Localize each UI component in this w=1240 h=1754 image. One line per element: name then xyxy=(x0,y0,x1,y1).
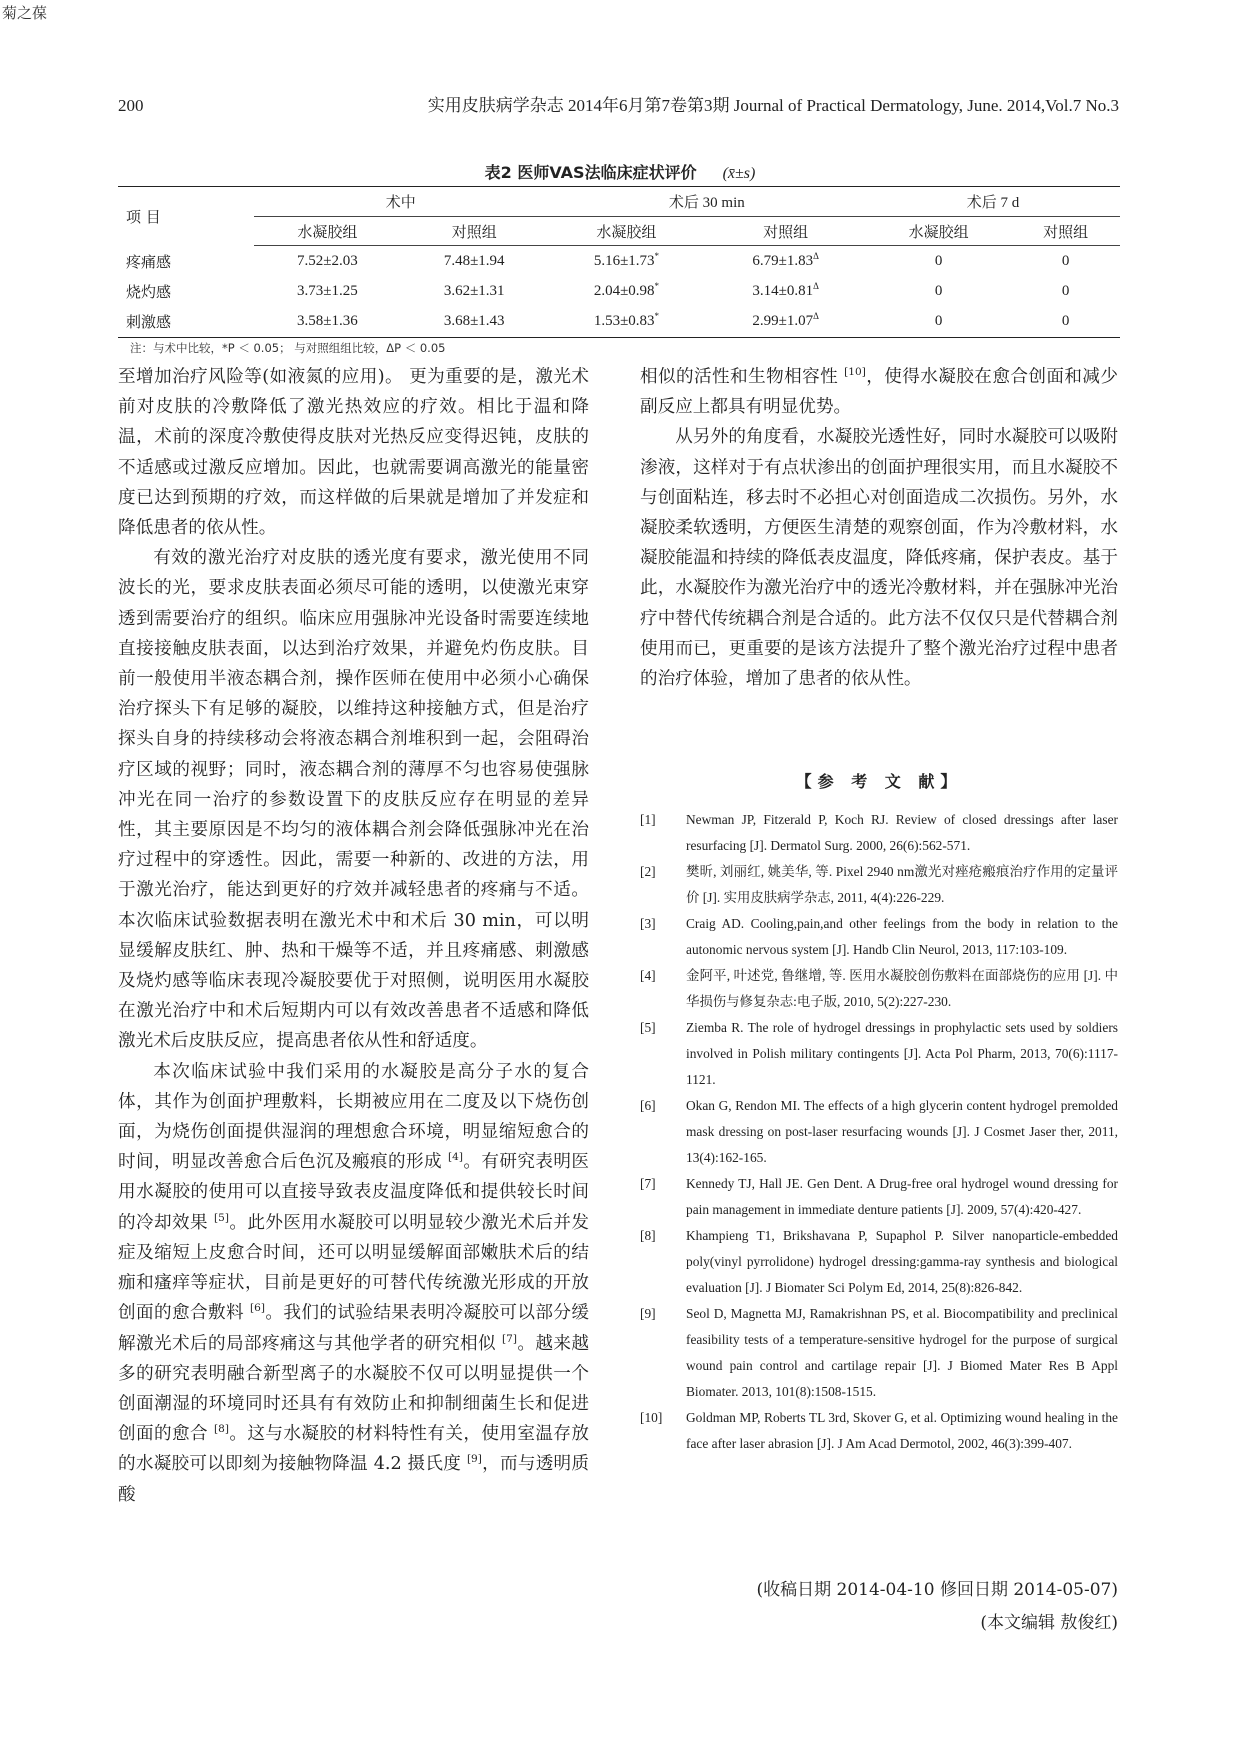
reference-text: Newman JP, Fitzerald P, Koch RJ. Review of closed dressings after laser resurfacing [J]. Dermatol Surg. 2000, 26(6):562-571. xyxy=(686,812,1118,853)
table-cell: 3.58±1.36 xyxy=(254,306,401,338)
reference-item xyxy=(640,1405,1118,1457)
reference-number: [2] xyxy=(640,864,656,879)
reference-text: Craig AD. Cooling,pain,and other feelings from the body in relation to the autonomic nervous system [J]. Handb Clin Neurol, 2013, 117:103-109. xyxy=(686,916,1118,957)
table-cell: 0 xyxy=(1011,306,1120,338)
paragraph-text: 。此外医用水凝胶可以明显较少激光术后并发症及缩短上皮愈合时间，还可以明显缓解面部嫩肤术后的结痂和瘙痒等症状，目前是更好的可替代传统激光形成的开放创面的愈合敷料 xyxy=(118,1212,589,1324)
table-header-row xyxy=(118,187,1120,217)
body-paragraph: 至增加治疗风险等(如液氮的应用)。 更为重要的是，激光术前对皮肤的冷敷降低了激光热效应的疗效。相比于温和降温，术前的深度冷敷使得皮肤对光热反应变得迟钝，皮肤的不适感或过激反应增加。因此，也就需要调高激光的能量密度已达到预期的疗效，而这样做的后果就是增加了并发症和降低患者的依从性。 xyxy=(118,367,589,539)
table-cell: 7.48±1.94 xyxy=(443,253,505,269)
reference-text: Seol D, Magnetta MJ, Ramakrishnan PS, et al. Biocompatibility and preclinical feasibility tests of a temperature-sensitive hydrogel for the purpose of surgical wound pain control and cartilage repair [J]. J Biomed Mater Res B Appl Biomater. 2013, 101(8):1508-1515. xyxy=(686,1306,1118,1399)
table-cell: 3.73±1.25 xyxy=(297,283,358,299)
subheader-cell: 水凝胶组 xyxy=(254,217,401,246)
table-cell: 3.68±1.43 xyxy=(401,306,548,338)
reference-item xyxy=(640,859,1118,911)
reference-item xyxy=(640,963,1118,1015)
body-paragraph: 从另外的角度看，水凝胶光透性好，同时水凝胶可以吸附渗液，这样对于有点状渗出的创面护理很实用，而且水凝胶不与创面粘连，移去时不必担心对创面造成二次损伤。另外，水凝胶柔软透明，方便医生清楚的观察创面，作为冷敷材料，水凝胶能温和持续的降低表皮温度，降低疼痛，保护表皮。基于此，水凝胶作为激光治疗中的透光冷敷材料，并在强脉冲光治疗中替代传统耦合剂是合适的。此方法不仅仅只是代替耦合剂使用而已，更重要的是该方法提升了整个激光治疗过程中患者的治疗体验，增加了患者的依从性。 xyxy=(640,427,1118,690)
received-dates: (收稿日期 2014-04-10 修回日期 2014-05-07) xyxy=(756,1580,1118,1600)
paragraph-text: 。这与水凝胶的材料特性有关，使用室温存放的水凝胶可以即刻为接触物降温 4.2 摄氏度 xyxy=(118,1424,589,1475)
reference-number: [5] xyxy=(640,1020,656,1035)
table-caption-stat: (x̄±s) xyxy=(722,165,756,182)
reference-number: [4] xyxy=(640,968,656,983)
reference-text: Kennedy TJ, Hall JE. Gen Dent. A Drug-free oral hydrogel wound dressing for pain management in immediate denture patients [J]. 2009, 57(4):420-427. xyxy=(686,1176,1118,1217)
subheader-cell: 对照组 xyxy=(1011,217,1120,246)
row-header-cell: 项 目 xyxy=(118,187,254,246)
table-cell: 7.52±2.03 xyxy=(297,253,358,269)
significance-mark: * xyxy=(654,281,660,291)
paragraph-text: ，而与透明质酸 xyxy=(118,1454,589,1505)
row-label: 烧灼感 xyxy=(126,283,172,301)
reference-text: Okan G, Rendon MI. The effects of a high glycerin content hydrogel premolded mask dressing on post-laser resurfacing wounds [J]. J Cosmet Jaser ther, 2011, 13(4):162-165. xyxy=(686,1098,1118,1165)
vas-table xyxy=(118,186,1120,338)
table-note: 注：与术中比较，*P ＜ 0.05； 与对照组组比较，ΔP ＜ 0.05 xyxy=(130,341,446,355)
cell-value: 1.53±0.83 xyxy=(593,313,655,329)
citation: [8] xyxy=(214,1423,229,1436)
significance-mark: * xyxy=(654,311,660,321)
cell-value: 6.79±1.83 xyxy=(752,253,814,269)
reference-number: [8] xyxy=(640,1228,656,1243)
reference-text: 金阿平, 叶述党, 鲁继增, 等. 医用水凝胶创伤敷料在面部烧伤的应用 [J]. 中华损伤与修复杂志:电子版, 2010, 5(2):227-230. xyxy=(686,968,1118,1009)
subheader-cell: 水凝胶组 xyxy=(866,217,1011,246)
table-cell xyxy=(548,306,706,338)
table-row xyxy=(118,306,1120,338)
reference-text: 樊昕, 刘丽红, 姚美华, 等. Pixel 2940 nm激光对痤疮瘢痕治疗作用的定量评价 [J]. 实用皮肤病学杂志, 2011, 4(4):226-229. xyxy=(686,864,1118,905)
table-cell: 0 xyxy=(934,253,943,269)
cell-value: 3.14±0.81 xyxy=(752,283,814,299)
table-row xyxy=(118,246,1120,278)
body-paragraph xyxy=(118,1057,589,1510)
editor-credit: (本文编辑 敖俊红) xyxy=(980,1613,1118,1633)
table-cell xyxy=(705,277,866,306)
reference-number: [6] xyxy=(640,1098,656,1113)
reference-text: Ziemba R. The role of hydrogel dressings in prophylactic sets used by soldiers involved in Polish military contingents [J]. Acta Pol Pharm, 2013, 70(6):1117-1121. xyxy=(686,1020,1118,1087)
reference-item xyxy=(640,1015,1118,1093)
significance-mark: Δ xyxy=(813,251,819,261)
citation: [4] xyxy=(448,1151,463,1164)
reference-item xyxy=(640,1093,1118,1171)
subheader-cell: 对照组 xyxy=(705,217,866,246)
references-heading: 【参 考 文 献】 xyxy=(795,772,963,791)
table-cell: 0 xyxy=(934,283,943,299)
table-cell xyxy=(705,306,866,338)
significance-mark: * xyxy=(654,251,660,261)
reference-item xyxy=(640,1223,1118,1301)
running-header: 实用皮肤病学杂志 2014年6月第7卷第3期 Journal of Practical Dermatology, June. 2014,Vol.7 No.3 xyxy=(427,96,1119,115)
reference-item xyxy=(640,911,1118,963)
page-number: 200 xyxy=(118,96,144,115)
reference-text: Goldman MP, Roberts TL 3rd, Skover G, et al. Optimizing wound healing in the face after laser abrasion [J]. J Am Acad Dermotol, 2002, 46(3):399-407. xyxy=(686,1410,1118,1451)
row-label: 刺激感 xyxy=(118,306,254,338)
table-cell: 0 xyxy=(1061,283,1070,299)
reference-list xyxy=(640,807,1118,1457)
table-caption-text: 表2 医师VAS法临床症状评价 xyxy=(484,163,697,182)
table-subheader-row xyxy=(118,217,1120,246)
citation: [7] xyxy=(502,1332,517,1345)
table-cell xyxy=(548,246,706,278)
citation: [9] xyxy=(466,1453,482,1466)
reference-text: Khampieng T1, Brikshavana P, Supaphol P. Silver nanoparticle-embedded poly(vinyl pyrrolidone) hydrogel dressing:gamma-ray synthesis and biological evaluation [J]. J Biomater Sci Polym Ed, 2014, 25(8):826-842. xyxy=(686,1228,1118,1295)
reference-item xyxy=(640,1171,1118,1223)
group-header: 术中 xyxy=(254,187,548,217)
paragraph-text: 本次临床试验中我们采用的水凝胶是高分子水的复合体，其作为创面护理敷料，长期被应用在二度及以下烧伤创面，为烧伤创面提供湿润的理想愈合环境，明显缩短愈合的时间，明显改善愈合后色沉及瘢痕的形成 xyxy=(118,1061,589,1173)
reference-number: [10] xyxy=(640,1410,663,1425)
body-paragraph: 有效的激光治疗对皮肤的透光度有要求，激光使用不同波长的光，要求皮肤表面必须尽可能的透明，以使激光束穿透到需要治疗的组织。临床应用强脉冲光设备时需要连续地直接接触皮肤表面，以达到治疗效果，并避免灼伤皮肤。目前一般使用半液态耦合剂，操作医师在使用中必须小心确保治疗探头下有足够的凝胶，以维持这种接触方式，但是治疗探头自身的持续移动会将液态耦合剂堆积到一起，会阻碍治疗区域的视野；同时，液态耦合剂的薄厚不匀也容易使强脉冲光在同一治疗的参数设置下的皮肤反应存在明显的差异性，其主要原因是不均匀的液体耦合剂会降低强脉冲光在治疗过程中的穿透性。因此，需要一种新的、改进的方法，用于激光治疗，能达到更好的疗效并减轻患者的疼痛与不适。本次临床试验数据表明在激光术中和术后 30 min，可以明显缓解皮肤红、肿、热和干燥等不适，并且疼痛感、刺激感及烧灼感等临床表现冷凝胶要优于对照侧，说明医用水凝胶在激光治疗中和术后短期内可以有效改善患者不适感和降低激光术后皮肤反应，提高患者依从性和舒适度。 xyxy=(118,548,589,1052)
body-paragraph xyxy=(640,362,1118,422)
cell-value: 2.04±0.98 xyxy=(593,283,655,299)
significance-mark: Δ xyxy=(813,311,819,321)
reference-item xyxy=(640,807,1118,859)
subheader-cell: 对照组 xyxy=(401,217,548,246)
table-cell: 0 xyxy=(1061,253,1070,269)
group-header: 术后 7 d xyxy=(866,187,1120,217)
table-row xyxy=(118,277,1120,306)
paragraph-text: ，使得水凝胶在愈合创面和减少副反应上都具有明显优势。 xyxy=(640,367,1118,418)
citation: [10] xyxy=(844,366,866,379)
right-column xyxy=(640,362,1118,694)
paragraph-text: 。我们的试验结果表明冷凝胶可以部分缓解激光术后的局部疼痛这与其他学者的研究相似 xyxy=(118,1303,589,1354)
cell-value: 2.99±1.07 xyxy=(752,313,814,329)
reference-item xyxy=(640,1301,1118,1405)
paragraph-text: 相似的活性和生物相容性 xyxy=(640,367,845,387)
group-header: 术后 30 min xyxy=(548,187,866,217)
reference-number: [3] xyxy=(640,916,656,931)
citation: [6] xyxy=(250,1302,265,1315)
citation: [5] xyxy=(214,1211,229,1224)
left-column xyxy=(118,362,589,1510)
table-cell xyxy=(548,277,706,306)
reference-number: [1] xyxy=(640,812,656,827)
paragraph-text: 。越来越多的研究表明融合新型离子的水凝胶不仅可以明显提供一个创面潮湿的环境同时还具有有效防止和抑制细菌生长和促进创面的愈合 xyxy=(118,1333,589,1445)
significance-mark: Δ xyxy=(813,281,819,291)
watermark: 菊之葆 xyxy=(2,4,48,22)
reference-number: [7] xyxy=(640,1176,656,1191)
row-label: 疼痛感 xyxy=(126,252,172,271)
reference-number: [9] xyxy=(640,1306,656,1321)
table-cell xyxy=(705,246,866,278)
cell-value: 5.16±1.73 xyxy=(593,253,655,269)
paragraph-text: 。有研究表明医用水凝胶的使用可以直接导致表皮温度降低和提供较长时间的冷却效果 xyxy=(118,1152,589,1233)
table-cell: 0 xyxy=(866,306,1011,338)
table-caption xyxy=(0,160,1240,183)
table-cell: 3.62±1.31 xyxy=(443,283,505,299)
subheader-cell: 水凝胶组 xyxy=(548,217,706,246)
